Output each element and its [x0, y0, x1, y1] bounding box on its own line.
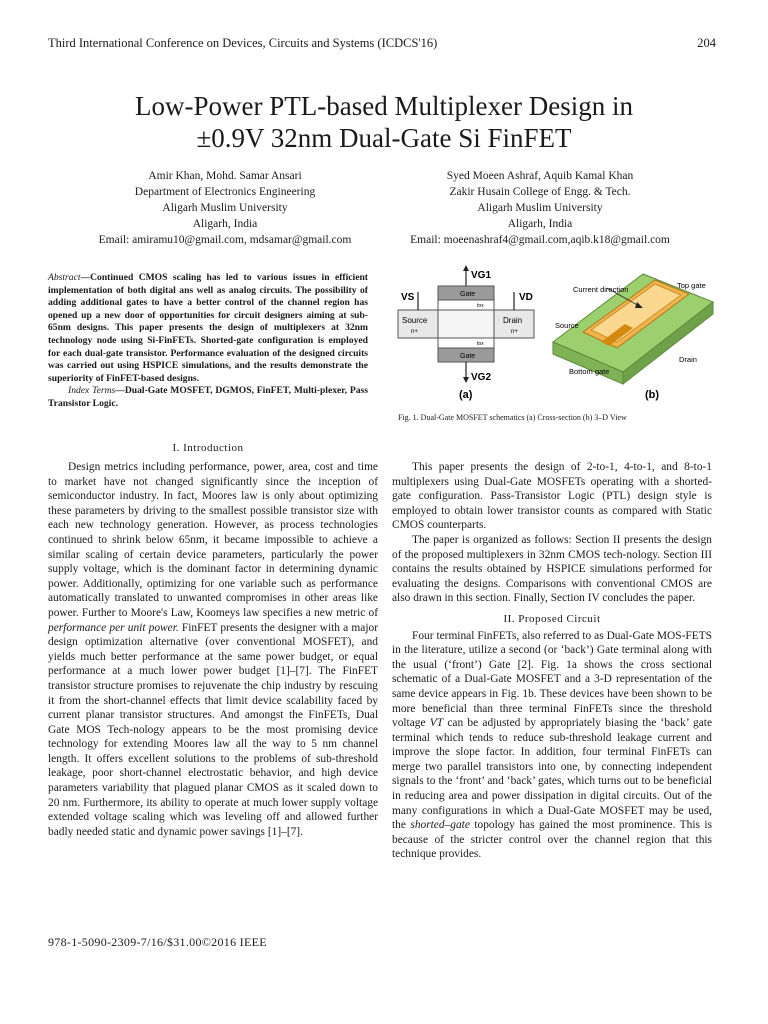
- bottom-gate-label: Gate: [460, 353, 476, 360]
- title-line-2: ±0.9V 32nm Dual-Gate Si FinFET: [196, 123, 572, 153]
- intro-paragraph-3: The paper is organized as follows: Section II presents the design of the proposed multiplexers in 32nm CMOS tech-nology. Section III contains the results obtained by HSPICE simulations performed for evaluating the designs. Comparisons with conventional CMOS are also drawn in this section. Finally, Section IV concludes the paper.: [392, 533, 712, 605]
- abstract-lead: Abstract: [48, 272, 81, 283]
- proposed-text-3: topology has gained the most prominence. This is because of the stricter control over the channel region that this technique provides.: [392, 819, 713, 861]
- author-dept: Zakir Husain College of Engg. & Tech.: [449, 186, 631, 198]
- author-univ: Aligarh Muslim University: [162, 202, 288, 214]
- source-3d-label: Source: [555, 321, 579, 330]
- figure-1: [393, 262, 720, 410]
- index-terms-text: —Dual-Gate MOSFET, DGMOS, FinFET, Multi-plexer, Pass Transistor Logic.: [48, 385, 368, 409]
- tox-bottom-label: tox: [477, 341, 484, 347]
- intro-paragraph-2: This paper presents the design of 2-to-1, 4-to-1, and 8-to-1 multiplexers using Dual-Gate MOSFETs operating with a shorted-gate configuration. Pass-Transistor Logic (PTL) design style is employed to obtain lower transistor counts as compared with Static CMOS counterparts.: [392, 461, 712, 532]
- figure-caption: Fig. 1. Dual-Gate MOSFET schematics (a) Cross-section (b) 3–D View: [398, 413, 627, 422]
- proposed-paragraph: [392, 629, 712, 863]
- right-column-text: [392, 460, 712, 862]
- 3d-view-diagram: [553, 274, 713, 401]
- vt-symbol: VT: [429, 717, 444, 730]
- abstract-text: —Continued CMOS scaling has led to various issues in efficient implementation of both digital ans well as analog circuits. The possibility of adding additional gates to have a better control of the channel region has opened up a new door of opportunities for circuit designers aiming at sub-65nm designs. This paper presents the design of multiplexers at 32nm technology node using Si-FinFETs. Shorted-gate configuration is employed for each dual-gate transistor. Performance evaluation of the designed circuits was carried out using HSPICE simulations, and the results demonstrate the superiority of FinFET-based designs.: [48, 272, 368, 384]
- top-gate-label: Gate: [460, 291, 476, 298]
- intro-text-1: Design metrics including performance, power, area, cost and time to market have not changed significantly since the inception of semiconductor industry. In fact, Moores law is only about optimizing these parameters by driving to the smallest possible transistor size with each new technology generation. However, as process technologies continued to shrink below 65nm, it became impossible to achieve a similar scaling of certain device parameters, particularly the power supply voltage, which is the dominant factor in determining dynamic power. Additionally, optimizing for one variable such as performance automatically translated to unwanted compromises in other areas like power. Further to Moore's Law, Koomeys law specifies a new metric of: [48, 461, 378, 619]
- author-email: Email: moeenashraf4@gmail.com,aqib.k18@gmail.com: [410, 234, 670, 246]
- intro-paragraph: [48, 460, 378, 839]
- source-label: Source: [402, 316, 428, 325]
- intro-text-2: FinFET presents the designer with a major design optimization alternative (over conventional MOSFET), and yields much better performance at the same power budget, or equal performance at a much lower power budget [1]–[7]. The FinFET transistor structure promises to rejuvenate the chip industry by rescuing it from the short-channel effects that limit device scalability faced by current planar transistor structures. And amongst the FinFETs, Dual Gate MOS Tech-nology appears to be the most promising device technology for extending Moores law all the way to 5 nm channel length. It offers excellent solutions to the problems of sub-threshold leakage, poor short-channel electrostatic behavior, and high device parameters variability that plagued planar CMOS as it scaled down to 20 nm. Furthermore, its ability to operate at much lower supply voltage extended voltage scaling which was leveling off and allowed further badly needed static and dynamic power savings [1]–[7].: [48, 621, 378, 838]
- conference-name: Third International Conference on Devices, Circuits and Systems (ICDCS'16): [48, 36, 438, 50]
- subfig-a-label: (a): [459, 389, 473, 401]
- section-heading-introduction: I. Introduction: [172, 442, 244, 454]
- author-email: Email: amiramu10@gmail.com, mdsamar@gmail.com: [98, 234, 352, 246]
- title-line-1: Low-Power PTL-based Multiplexer Design in: [135, 91, 633, 121]
- left-column-text: [48, 460, 378, 839]
- source-n-label: n+: [411, 329, 418, 335]
- vg1-label: VG1: [471, 270, 492, 281]
- author-names: Syed Moeen Ashraf, Aquib Kamal Khan: [446, 170, 634, 182]
- author-univ: Aligarh Muslim University: [477, 202, 603, 214]
- vg2-label: VG2: [471, 372, 492, 383]
- vs-label: VS: [401, 292, 415, 303]
- proposed-text-1: Four terminal FinFETs, also referred to as Dual-Gate MOS-FETS in the literature, utilize a second (or ‘back’) Gate terminal along with the usual (‘front’) Gate [2]. Fig. 1a shows the cross sectional schematic of a Dual-Gate MOSFET and a 3-D representation of the same device appears in Fig. 1b. These devices have been shown to be more beneficial than three terminal FinFETs since the threshold voltage: [392, 629, 712, 730]
- subfig-b-label: (b): [645, 389, 660, 401]
- tox-top-label: tox: [477, 303, 484, 309]
- index-terms-lead: Index Terms: [68, 385, 116, 397]
- page-number: 204: [697, 36, 716, 50]
- drain-n-label: n+: [511, 329, 518, 335]
- current-direction-label: Current direction: [573, 285, 629, 294]
- vd-label: VD: [519, 292, 533, 303]
- author-dept: Department of Electronics Engineering: [134, 186, 316, 198]
- proposed-text-2: can be adjusted by appropriately biasing the ‘back’ gate terminal which tends to reduce sub-threshold leakage current and improve the slope factor. In addition, four terminal FinFETs can merge two parallel transistors into one, by connecting independent signals to the ‘front’ and ‘back’ gates, which turns out to be beneficial in reducing area and power dissipation in digital circuits. Out of the many configurations in which a Dual-Gate MOSFET may be used, the: [392, 717, 713, 832]
- intro-italic: performance per unit power.: [48, 621, 179, 634]
- cross-section-diagram: [398, 265, 534, 401]
- author-block-2: [370, 168, 710, 248]
- author-block-1: [60, 168, 390, 248]
- author-city: Aligarh, India: [507, 218, 573, 230]
- author-names: Amir Khan, Mohd. Samar Ansari: [148, 170, 302, 182]
- drain-label: Drain: [503, 316, 523, 325]
- section-heading-proposed-circuit: II. Proposed Circuit: [503, 612, 601, 625]
- abstract: [48, 272, 368, 411]
- paper-title: [40, 90, 728, 154]
- author-city: Aligarh, India: [192, 218, 258, 230]
- shorted-gate-italic: shorted–gate: [410, 819, 470, 832]
- drain-3d-label: Drain: [679, 355, 697, 364]
- copyright-footer: 978-1-5090-2309-7/16/$31.00©2016 IEEE: [48, 935, 267, 949]
- abstract-body: [48, 272, 368, 385]
- bottom-gate-3d-label: Bottom gate: [569, 367, 610, 376]
- index-terms: [48, 385, 368, 410]
- top-gate-3d-label: Top gate: [677, 281, 706, 290]
